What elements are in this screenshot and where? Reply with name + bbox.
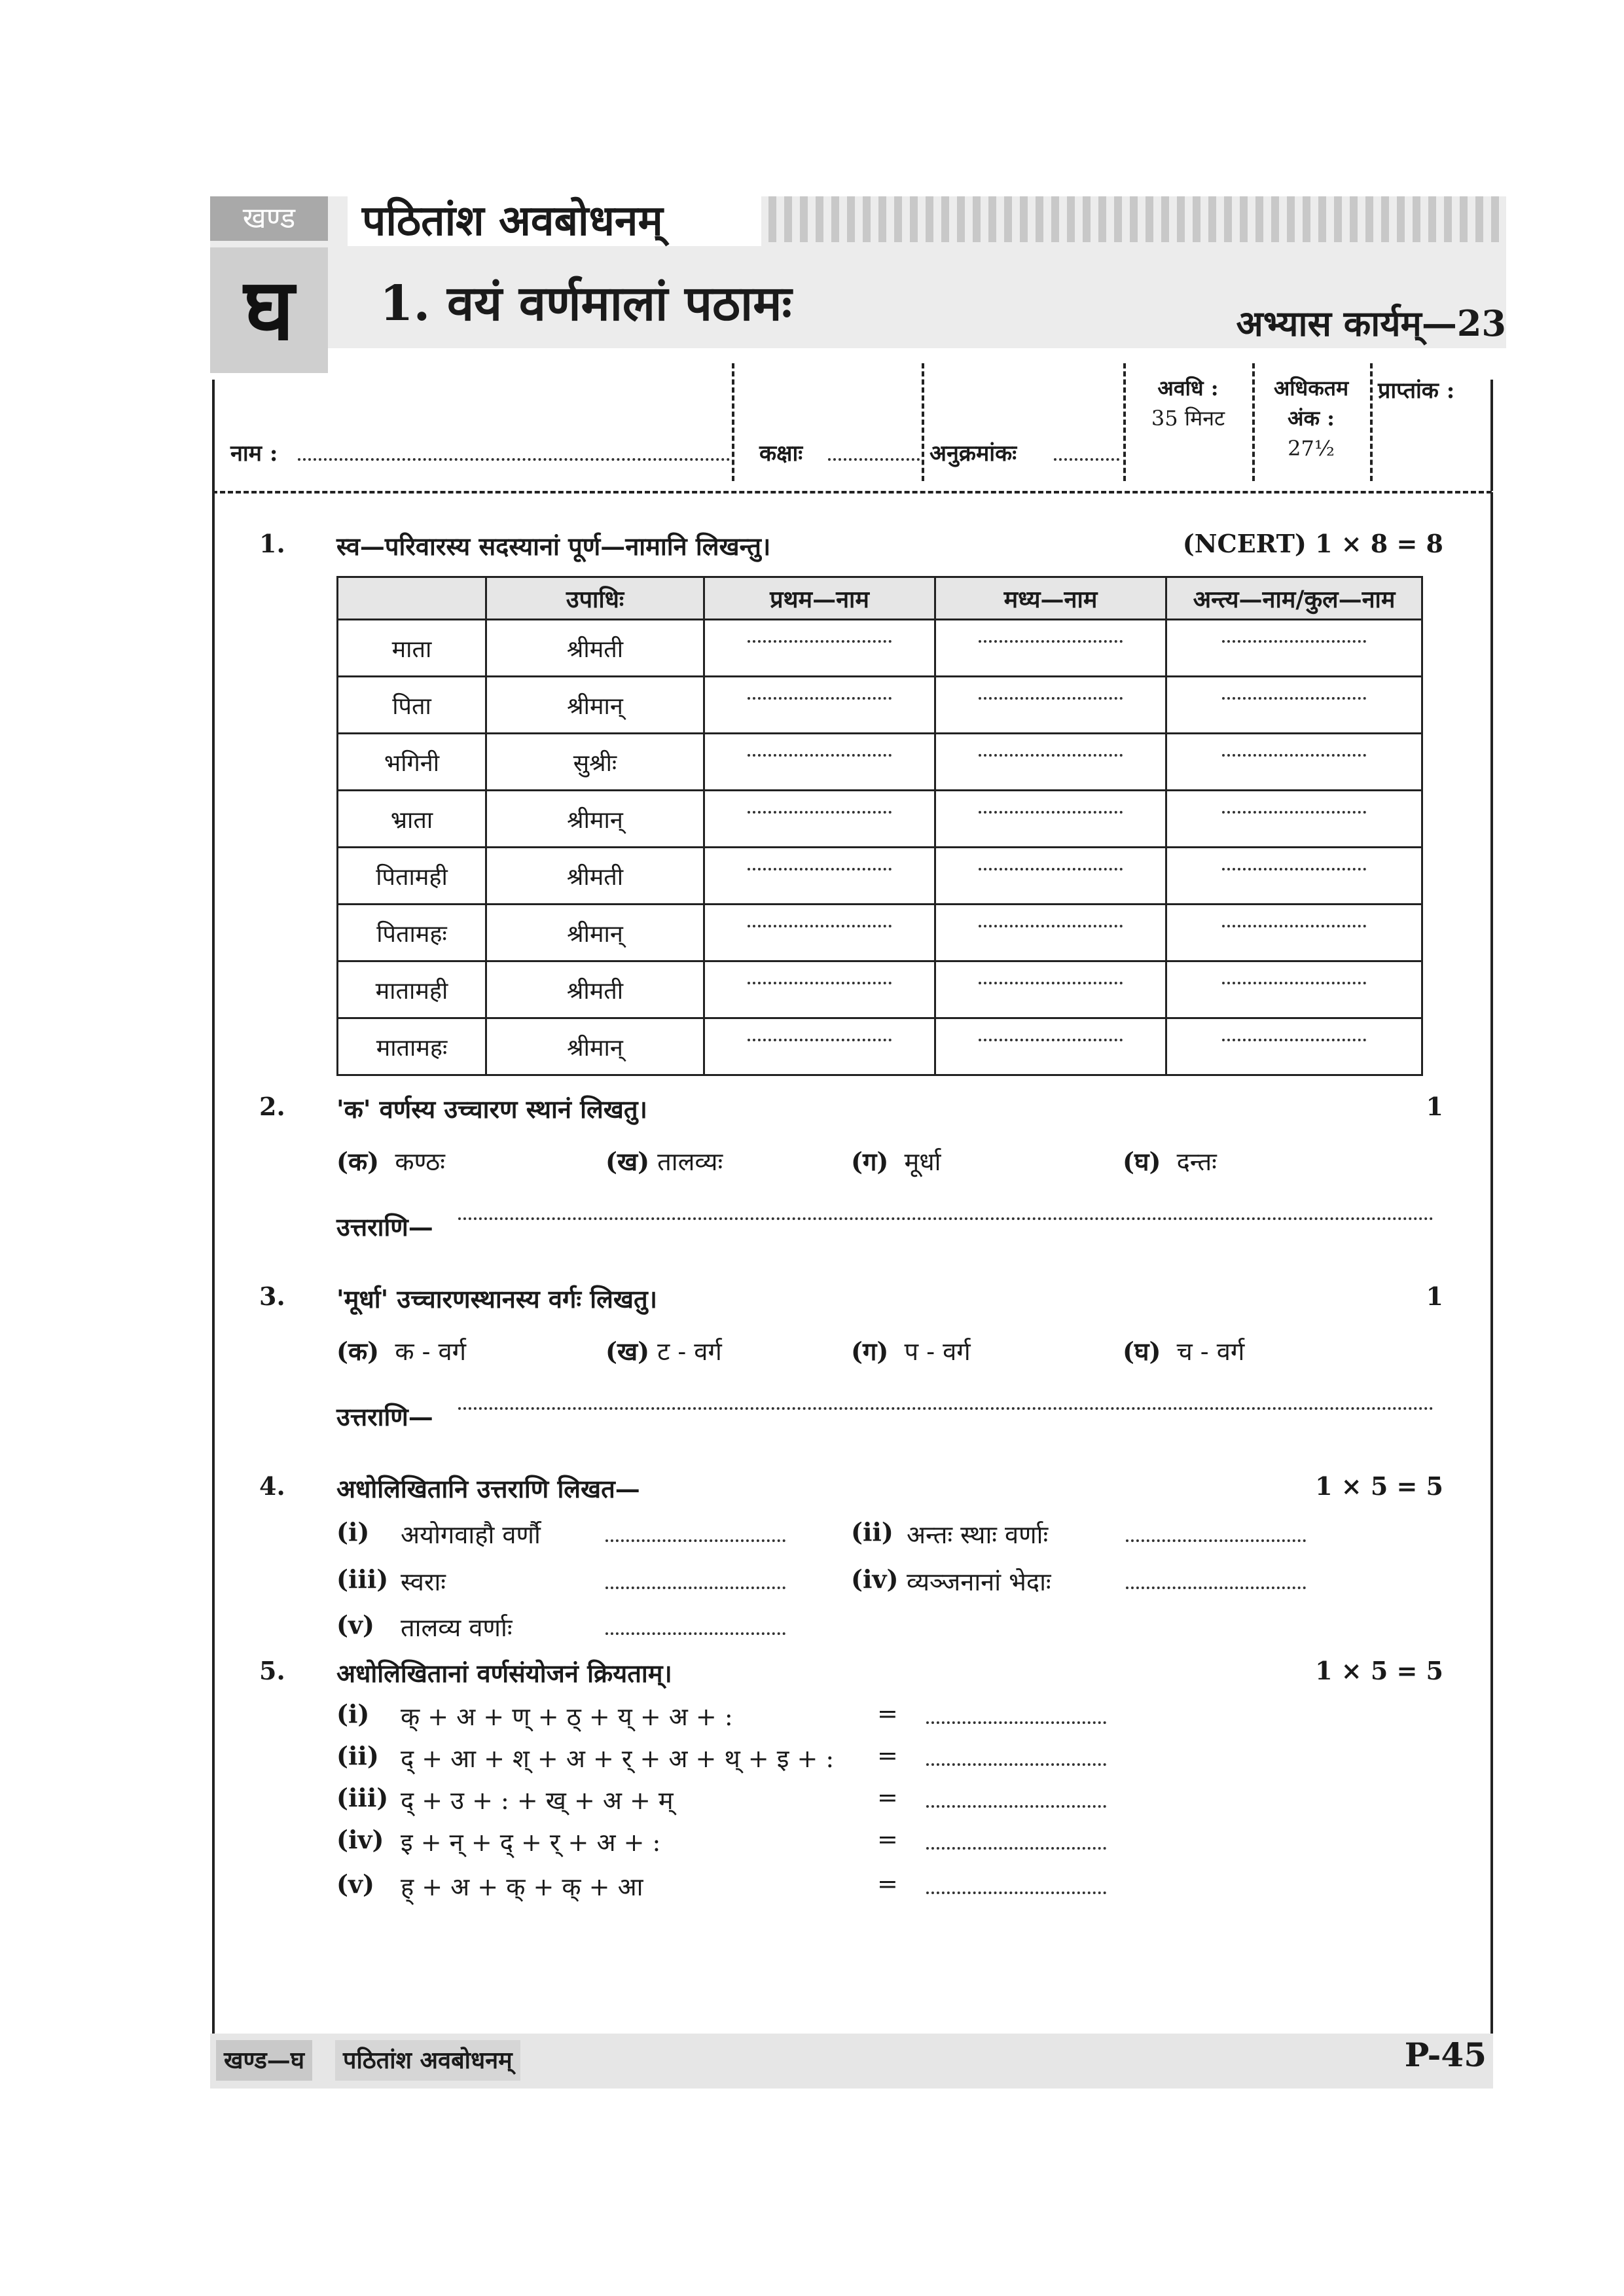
- q4-text: अधोलिखितानि उत्तराणि लिखत—: [336, 1474, 640, 1503]
- max-marks-cell: [1255, 373, 1367, 463]
- q5-equals: =: [877, 1783, 898, 1812]
- q2-option-d[interactable]: (घ) दन्तः: [1123, 1147, 1217, 1176]
- q5-answer-blank[interactable]: [926, 1847, 1106, 1850]
- title-cell: श्रीमान्: [486, 1018, 704, 1075]
- middle-name-blank[interactable]: [935, 961, 1166, 1018]
- q3-option-c[interactable]: (ग) प - वर्ग: [851, 1336, 971, 1366]
- relation-cell: पिता: [338, 677, 486, 734]
- duration-value: 35 मिनट: [1151, 406, 1225, 431]
- q3-option-d[interactable]: (घ) च - वर्ग: [1123, 1336, 1245, 1366]
- q5-text: अधोलिखितानां वर्णसंयोजनं क्रियताम्।: [336, 1659, 672, 1688]
- q2-answer-field[interactable]: [458, 1217, 1434, 1220]
- roll-field[interactable]: [1054, 458, 1119, 461]
- q4-item-text: अन्तः स्थाः वर्णाः: [907, 1520, 1049, 1549]
- divider: [922, 363, 924, 481]
- title-cell: श्रीमती: [486, 961, 704, 1018]
- duration-cell: [1139, 373, 1237, 433]
- q5-answer-blank[interactable]: [926, 1805, 1106, 1808]
- q3-answer-field[interactable]: [458, 1407, 1434, 1410]
- q5-item-expr: ह् + अ + क् + क् + आ: [401, 1873, 643, 1901]
- q3-text: 'मूर्धा' उच्चारणस्थानस्य वर्गः लिखतु।: [336, 1284, 658, 1314]
- middle-name-blank[interactable]: [935, 620, 1166, 677]
- q5-item-key: (iv): [336, 1825, 384, 1854]
- right-border: [1490, 492, 1493, 2034]
- q4-item: (iv): [851, 1564, 899, 1594]
- exercise-label: अभ्यास कार्यम्—23: [1236, 302, 1506, 344]
- relation-cell: मातामहः: [338, 1018, 486, 1075]
- middle-name-blank[interactable]: [935, 791, 1166, 848]
- name-field[interactable]: [298, 458, 730, 461]
- middle-name-blank[interactable]: [935, 1018, 1166, 1075]
- q4-answer-blank[interactable]: [1126, 1539, 1306, 1542]
- table-row: [338, 677, 1422, 734]
- q4-answer-blank[interactable]: [605, 1587, 785, 1589]
- table-row: [338, 791, 1422, 848]
- obtained-label: प्राप्तांक :: [1378, 378, 1455, 404]
- title-cell: श्रीमान्: [486, 905, 704, 961]
- relation-cell: माता: [338, 620, 486, 677]
- max-marks-value: 27½: [1288, 436, 1335, 461]
- q2-text: 'क' वर्णस्य उच्चारण स्थानं लिखतु।: [336, 1094, 647, 1124]
- q4-answer-blank[interactable]: [605, 1539, 785, 1542]
- table-row: [338, 905, 1422, 961]
- last-name-blank[interactable]: [1166, 620, 1422, 677]
- first-name-blank[interactable]: [704, 848, 935, 905]
- duration-label: अवधि :: [1157, 376, 1219, 401]
- q1-number: 1.: [259, 529, 285, 558]
- page-number: P-45: [1404, 2036, 1487, 2074]
- relation-cell: भ्राता: [338, 791, 486, 848]
- q5-item-expr: द् + उ + : + ख् + अ + म्: [401, 1786, 674, 1815]
- khand-tab: खण्ड: [210, 196, 328, 241]
- q4-item: (v): [336, 1610, 375, 1640]
- q5-answer-blank[interactable]: [926, 1763, 1106, 1766]
- footer-section-tab: पठितांश अवबोधनम्: [335, 2040, 520, 2081]
- table-header: मध्य—नाम: [935, 577, 1166, 620]
- q3-option-a[interactable]: (क) क - वर्ग: [336, 1336, 467, 1366]
- first-name-blank[interactable]: [704, 734, 935, 791]
- q4-number: 4.: [259, 1471, 285, 1501]
- q5-item-expr: द् + आ + श् + अ + र् + अ + थ् + इ + :: [401, 1744, 835, 1773]
- name-label: नाम :: [230, 440, 278, 467]
- left-border-top: [212, 380, 215, 491]
- q4-item: (i): [336, 1517, 370, 1547]
- last-name-blank[interactable]: [1166, 734, 1422, 791]
- first-name-blank[interactable]: [704, 620, 935, 677]
- q3-option-b[interactable]: (ख) ट - वर्ग: [605, 1336, 722, 1366]
- title-cell: श्रीमान्: [486, 791, 704, 848]
- divider: [1123, 363, 1126, 481]
- first-name-blank[interactable]: [704, 791, 935, 848]
- table-row: [338, 734, 1422, 791]
- q4-item: (ii): [851, 1517, 893, 1547]
- chapter-title: 1. वयं वर्णमालां पठामः: [380, 276, 792, 332]
- table-header: प्रथम—नाम: [704, 577, 935, 620]
- q1-marks: (NCERT) 1 × 8 = 8: [1182, 529, 1443, 558]
- q3-number: 3.: [259, 1282, 285, 1311]
- table-header: उपाधिः: [486, 577, 704, 620]
- right-border-top: [1490, 380, 1493, 491]
- q5-number: 5.: [259, 1656, 285, 1685]
- q5-equals: =: [877, 1699, 898, 1728]
- last-name-blank[interactable]: [1166, 1018, 1422, 1075]
- table-row: [338, 848, 1422, 905]
- khand-letter: घ: [210, 247, 328, 373]
- title-cell: श्रीमती: [486, 620, 704, 677]
- q5-item-key: (iii): [336, 1783, 389, 1812]
- middle-name-blank[interactable]: [935, 734, 1166, 791]
- q5-item-expr: इ + न् + द् + र् + अ + :: [401, 1828, 661, 1857]
- q5-item-expr: क् + अ + ण् + ठ् + य् + अ + :: [401, 1702, 733, 1731]
- q5-equals: =: [877, 1825, 898, 1854]
- table-header: [338, 577, 486, 620]
- title-cell: श्रीमती: [486, 848, 704, 905]
- middle-name-blank[interactable]: [935, 848, 1166, 905]
- relation-cell: भगिनी: [338, 734, 486, 791]
- first-name-blank[interactable]: [704, 1018, 935, 1075]
- q5-marks: 1 × 5 = 5: [1315, 1656, 1443, 1685]
- q4-item: (iii): [336, 1564, 389, 1594]
- middle-name-blank[interactable]: [935, 905, 1166, 961]
- q1-text: स्व—परिवारस्य सदस्यानां पूर्ण—नामानि लिखन्तु।: [336, 531, 771, 561]
- class-label: कक्षाः: [759, 440, 803, 467]
- title-cell: श्रीमान्: [486, 677, 704, 734]
- roll-label: अनुक्रमांकः: [929, 440, 1017, 467]
- divider: [1252, 363, 1255, 481]
- first-name-blank[interactable]: [704, 905, 935, 961]
- q4-marks: 1 × 5 = 5: [1315, 1471, 1443, 1501]
- header-stripes: [753, 196, 1506, 242]
- class-field[interactable]: [828, 458, 920, 461]
- section-title: पठितांश अवबोधनम्: [348, 196, 761, 246]
- table-row: [338, 961, 1422, 1018]
- q4-item-text: तालव्य वर्णाः: [401, 1613, 513, 1642]
- q5-equals: =: [877, 1741, 898, 1770]
- q5-item-key: (v): [336, 1869, 375, 1899]
- q2-number: 2.: [259, 1092, 285, 1121]
- family-table: [336, 576, 1423, 1076]
- relation-cell: पितामहः: [338, 905, 486, 961]
- q5-item-key: (i): [336, 1699, 370, 1729]
- table-row: [338, 1018, 1422, 1075]
- q2-option-c[interactable]: (ग) मूर्धा: [851, 1147, 941, 1176]
- q4-item-text: व्यञ्जनानां भेदाः: [907, 1568, 1051, 1596]
- info-separator: [212, 491, 1492, 493]
- table-header-row: [338, 577, 1422, 620]
- left-border: [212, 492, 215, 2034]
- relation-cell: मातामही: [338, 961, 486, 1018]
- q4-item-text: अयोगवाहौ वर्णौ: [401, 1520, 541, 1549]
- max-marks-label2: अंक :: [1288, 406, 1335, 431]
- last-name-blank[interactable]: [1166, 961, 1422, 1018]
- last-name-blank[interactable]: [1166, 791, 1422, 848]
- q4-item-text: स्वराः: [401, 1568, 446, 1596]
- last-name-blank[interactable]: [1166, 848, 1422, 905]
- relation-cell: पितामही: [338, 848, 486, 905]
- q5-item-key: (ii): [336, 1741, 379, 1770]
- divider: [732, 363, 734, 481]
- q3-answer-label: उत्तराणि—: [336, 1402, 433, 1431]
- q4-answer-blank[interactable]: [605, 1632, 785, 1635]
- table-header: अन्त्य—नाम/कुल—नाम: [1166, 577, 1422, 620]
- last-name-blank[interactable]: [1166, 677, 1422, 734]
- divider: [1370, 363, 1373, 481]
- q5-answer-blank[interactable]: [926, 1892, 1106, 1894]
- q2-marks: 1: [1426, 1092, 1443, 1121]
- q3-marks: 1: [1426, 1282, 1443, 1311]
- q2-option-a[interactable]: (क) कण्ठः: [336, 1147, 445, 1176]
- first-name-blank[interactable]: [704, 677, 935, 734]
- middle-name-blank[interactable]: [935, 677, 1166, 734]
- last-name-blank[interactable]: [1166, 905, 1422, 961]
- footer-khand-tab: खण्ड—घ: [216, 2040, 312, 2081]
- q2-answer-label: उत्तराणि—: [336, 1212, 433, 1242]
- q5-equals: =: [877, 1869, 898, 1898]
- q2-option-b[interactable]: (ख) तालव्यः: [605, 1147, 723, 1176]
- table-row: [338, 620, 1422, 677]
- title-cell: सुश्रीः: [486, 734, 704, 791]
- q4-answer-blank[interactable]: [1126, 1587, 1306, 1589]
- first-name-blank[interactable]: [704, 961, 935, 1018]
- q5-answer-blank[interactable]: [926, 1721, 1106, 1724]
- max-marks-label: अधिकतम: [1273, 376, 1349, 401]
